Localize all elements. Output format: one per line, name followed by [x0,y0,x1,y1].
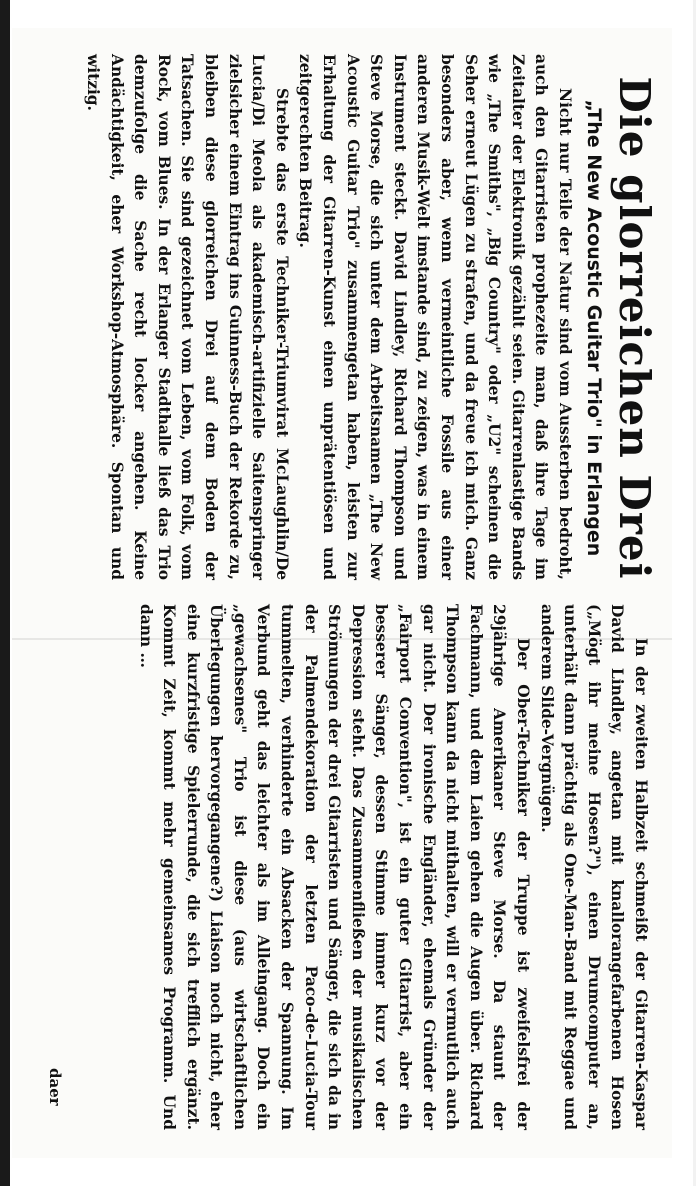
paragraph: Der Ober-Techniker der Truppe ist zweifelsfrei der 29jährige Amerikaner Steve Morse. Da staunt der Fachmann, und dem Laien gehen die Augen über. Richard Thompson kann da nicht mithalten, will er vermutlich auch gar nicht. Der ironische Engländer, ehemals Gründer der „Fairport Convention", ist ein guter Gitarrist, aber ein besserer Sänger, dessen Stimme immer kurz vor der Depression steht. Das Zusammenfließen der musikalischen Strömungen der drei Gitarristen und Sänger, die sich da in der Palmendekoration der letzten Paco-de-Lucia-Tour tummelten, verhinderte ein Absacken der Spannung. Im Verbund geht das leichter als im Alleingang. Doch ein „gewachsenes" Trio ist diese (aus wirtschaftlichen Überlegungen hervorgegangene?) Liaison noch nicht, eher eine kurzfristige Spielerrunde, die sich trefflich ergänzt. Kommt Zeit, kommt mehr gemeinsames Programm. Und dann … [136,604,533,1130]
right-column [133,604,652,1130]
paragraph: In der zweiten Halbzeit schmeißt der Gitarren-Kaspar David Lindley, angetan mit knallorangefarbenen Hosen („Mögt ihr meine Hosen?"), einen Drumcomputer an, unterhält dann prächtig als One-Man-Band mit Reggae und anderem Slide-Vergnügen. [537,604,650,1130]
paragraph: Nicht nur Teile der Natur sind vom Aussterben bedroht, auch den Gitarristen prophezeite man, daß ihre Tage im Zeitalter der Elektronik gezählt seien. Gitarrenlastige Bands wie „The Smiths", „Big Country" oder „U2" scheinen die Seher erneut Lügen zu strafen, und da freue ich mich. Ganz besonders aber, wenn vermeintliche Fossile aus einer anderen Musik-Welt imstande sind, zu zeigen, was in einem Instrument steckt. David Lindley, Richard Thompson und Steve Morse, die sich unter dem Arbeitsnamen „The New Acoustic Guitar Trio" zusammengetan haben, leisten zur Erhaltung der Gitarren-Kunst einen unprätentiösen und zeitgerechten Beitrag. [296,54,574,580]
article-title: Die glorreichen Drei [610,76,659,580]
newspaper-clipping [12,28,672,1158]
article-subtitle: „The New Acoustic Guitar Trio" in Erlangen [583,99,605,557]
paragraph: Strebte das erste Techniker-Triumvirat McLaughlin/De Lucia/Di Meola als akademisch-artifizielle Saitenspringer zielsicher einem Eintrag ins Guinness-Buch der Rekorde zu, bleiben diese glorreichen Drei auf dem Boden der Tatsachen. Sie sind gezeichnet vom Leben, vom Folk, vom Rock, vom Blues. In der Erlanger Stadthalle ließ das Trio demzufolge die Sache recht locker angehen. Keine Andächtigkeit, eher Workshop-Atmosphäre. Spontan und witzig. [84,54,291,580]
scanner-edge-strip [0,0,10,1186]
left-column [81,54,576,580]
author-signature: daer [46,1068,64,1106]
rotated-article [12,28,672,1158]
